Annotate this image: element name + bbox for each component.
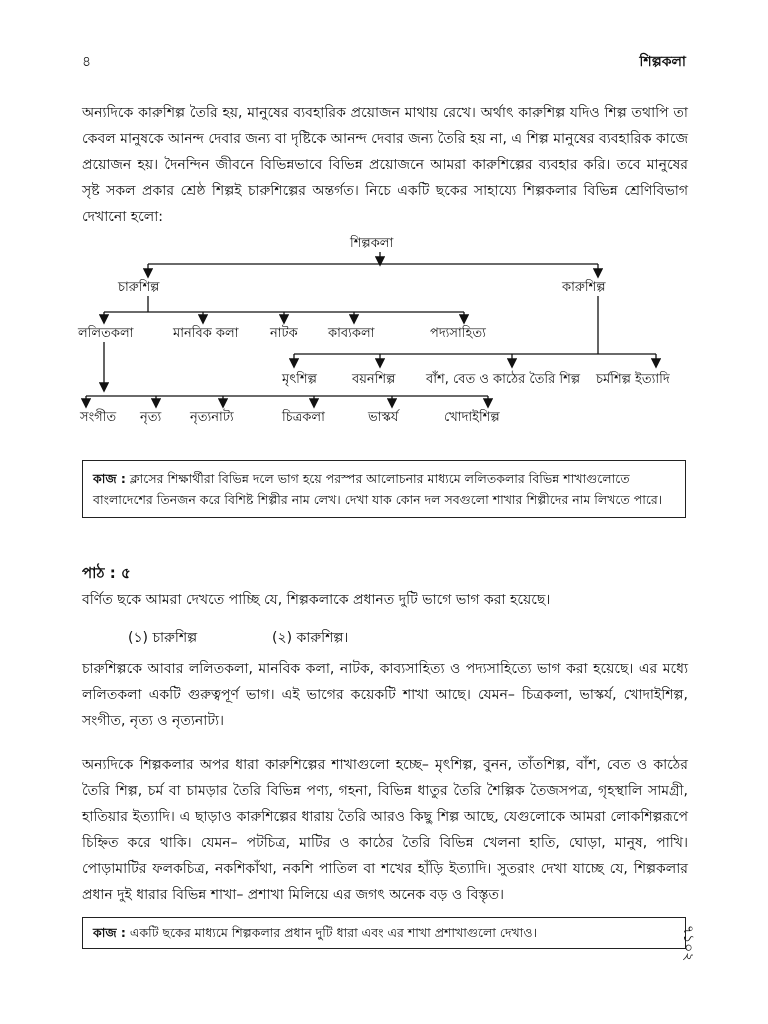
diagram-node-chormoshilpo: চর্মশিল্প ইত্যাদি [596,372,670,387]
diagram-node-nrityanatya: নৃত্যনাট্য [190,410,234,425]
task-label: কাজ : [93,471,126,486]
diagram-root: শিল্পকলা [350,236,394,251]
diagram-node-mritshilpo: মৃৎশিল্প [282,372,317,387]
diagram-branch-fine-arts: চারুশিল্প [118,280,160,295]
running-title: শিল্পকলা [639,54,686,70]
diagram-node-bhaskarya: ভাস্কর্য [368,410,399,425]
lesson-title: পাঠ : ৫ [82,564,131,582]
diagram-node-khodaishilpo: খোদাইশিল্প [444,410,500,425]
list-item-fine-arts: (১) চারুশিল্প [128,630,198,646]
paragraph-crafts: অন্যদিকে শিল্পকলার অপর ধারা কারুশিল্পের শাখাগুলো হচ্ছে– মৃৎশিল্প, বুনন, তাঁতশিল্প, বাঁশ, বেত ও কাঠের তৈরি শিল্প, চর্ম বা চামড়ার তৈরি বিভিন্ন পণ্য, গহনা, বিভিন্ন ধাতুর তৈরি শৈল্পিক তৈজসপত্র, গৃহস্থালি সামগ্রী, হাতিয়ার ইত্যাদি। এ ছাড়াও কারুশিল্পের ধারায় তৈরি আরও কিছু শিল্প আছে, যেগুলোকে আমরা লোকশিল্পরূপে চিহ্নিত করে থাকি। যেমন– পটচিত্র, মাটির ও কাঠের তৈরি বিভিন্ন খেলনা হাতি, ঘোড়া, মানুষ, পাখি। পোড়ামাটির ফলকচিত্র, নকশিকাঁথা, নকশি পাতিল বা শখের হাঁড়ি ইত্যাদি। সুতরাং দেখা যাচ্ছে যে, শিল্পকলার প্রধান দুই ধারার বিভিন্ন শাখা– প্রশাখা মিলিয়ে এর জগৎ অনেক বড় ও বিস্তৃত। [82,757,688,903]
intro-paragraph: অন্যদিকে কারুশিল্প তৈরি হয়, মানুষের ব্যবহারিক প্রয়োজন মাথায় রেখে। অর্থাৎ কারুশিল্প যদিও শিল্প তথাপি তা কেবল মানুষকে আনন্দ দেবার জন্য বা দৃষ্টিকে আনন্দ দেবার জন্য তৈরি হয় না, এ শিল্প মানুষের ব্যবহারিক কাজে প্রয়োজন হয়। দৈনন্দিন জীবনে বিভিন্নভাবে বিভিন্ন প্রয়োজনে আমরা কারুশিল্পের ব্যবহার করি। তবে মানুষের সৃষ্ট সকল প্রকার শ্রেষ্ঠ শিল্পই চারুশিল্পের অন্তর্গত। নিচে একটি ছকের সাহায্যে শিল্পকলার বিভিন্ন শ্রেণিবিভাগ দেখানো হলো: [82,105,688,225]
diagram-node-manabik-kala: মানবিক কলা [173,326,239,341]
diagram-node-nritya: নৃত্য [140,410,162,425]
task-box-1 [82,460,686,518]
diagram-node-kabyakala: কাব্যকলা [328,326,375,341]
diagram-node-natok: নাটক [270,326,298,341]
task-label: কাজ : [93,925,126,940]
task-text: একটি ছকের মাধ্যমে শিল্পকলার প্রধান দুটি ধারা এবং এর শাখা প্রশাখাগুলো দেখাও। [129,925,538,940]
task-box-2 [82,917,686,949]
diagram-node-boyonshilpo: বয়নশিল্প [352,372,396,387]
side-page-number: ৭১০২ [680,925,696,962]
diagram-branch-crafts: কারুশিল্প [562,280,606,295]
paragraph-fine-arts: চারুশিল্পকে আবার ললিতকলা, মানবিক কলা, নাটক, কাব্যসাহিত্য ও পদ্যসাহিত্যে ভাগ করা হয়েছে। এর মধ্যে ললিতকলা একটি গুরুত্বপূর্ণ ভাগ। এই ভাগের কয়েকটি শাখা আছে। যেমন– চিত্রকলা, ভাস্কর্য, খোদাইশিল্প, সংগীত, নৃত্য ও নৃত্যনাট্য। [82,661,688,729]
diagram-node-sangit: সংগীত [80,410,117,425]
diagram-node-chitrakala: চিত্রকলা [282,410,325,425]
diagram-node-bash-bet-kath: বাঁশ, বেত ও কাঠের তৈরি শিল্প [426,372,581,387]
list-item-crafts: (২) কারুশিল্প। [272,630,349,646]
lesson-intro: বর্ণিত ছকে আমরা দেখতে পাচ্ছি যে, শিল্পকলাকে প্রধানত দুটি ভাগে ভাগ করা হয়েছে। [82,592,551,608]
diagram-node-podyasahitya: পদ্যসাহিত্য [430,326,486,341]
page-number: ৪ [82,54,92,70]
task-text: ক্লাসের শিক্ষার্থীরা বিভিন্ন দলে ভাগ হয়ে পরস্পর আলোচনার মাধ্যমে ললিতকলার বিভিন্ন শাখাগুলোতে বাংলাদেশের তিনজন করে বিশিষ্ট শিল্পীর নাম লেখ। দেখা যাক কোন দল সবগুলো শাখার শিল্পীদের নাম লিখতে পারে। [93,471,663,507]
diagram-node-lalitkala: ললিতকলা [78,326,134,341]
